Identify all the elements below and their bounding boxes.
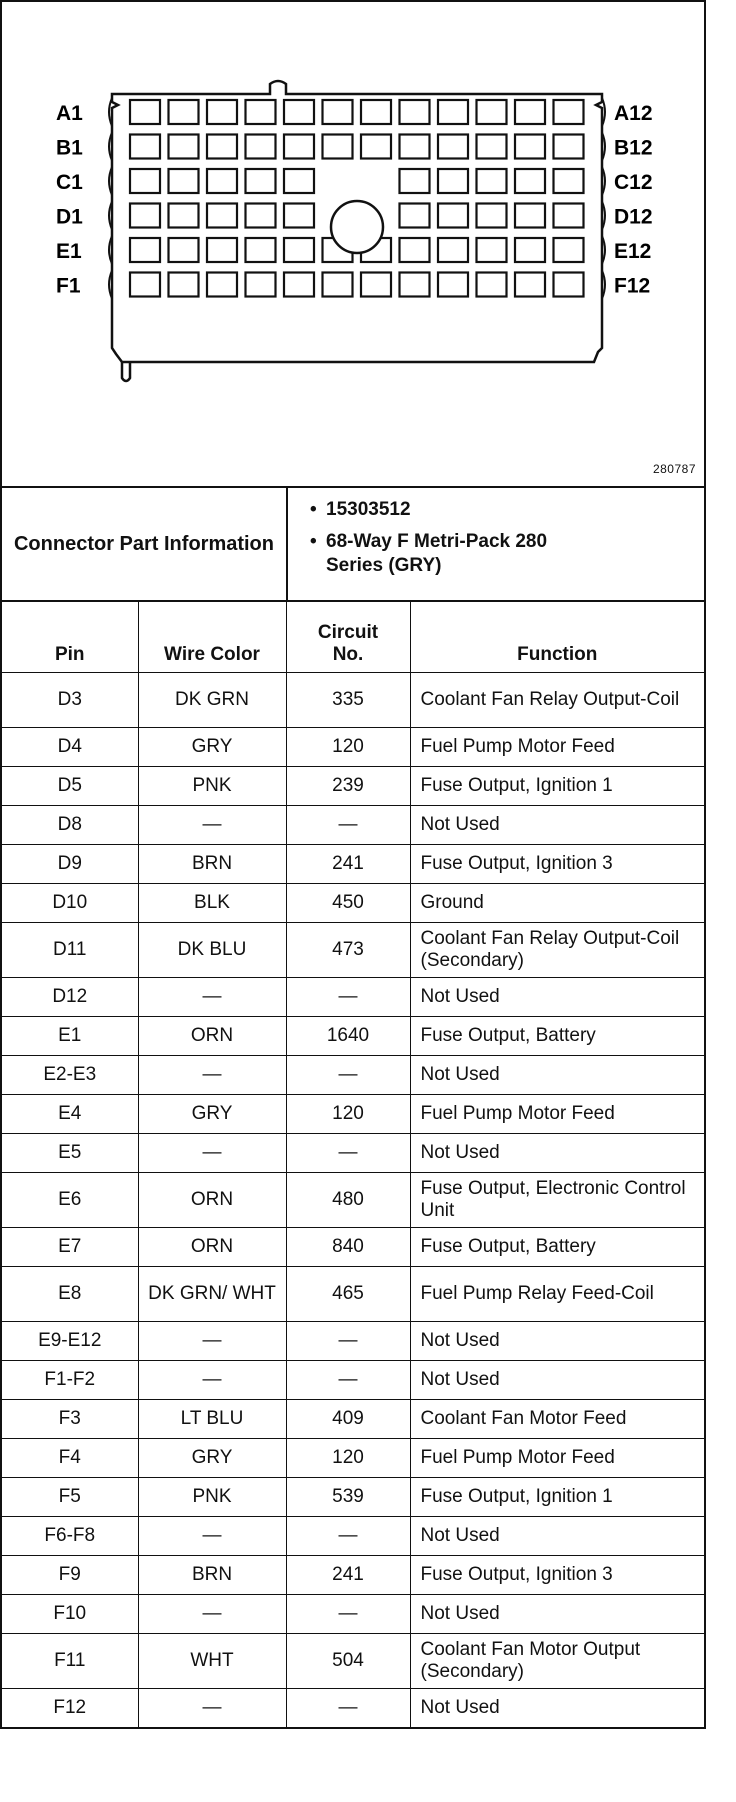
table-row	[2, 1595, 704, 1634]
pin-cell: E6	[2, 1173, 138, 1228]
circuit-cell: —	[286, 1595, 410, 1634]
pin-cell: D5	[2, 767, 138, 806]
function-cell: Fuel Pump Relay Feed-Coil	[410, 1267, 704, 1322]
wire-color-cell: —	[138, 1595, 286, 1634]
pin-cavity-e1	[130, 238, 160, 262]
pin-cavity-a1	[130, 100, 160, 124]
table-row	[2, 1134, 704, 1173]
table-row	[2, 923, 704, 978]
wire-color-cell: DK BLU	[138, 923, 286, 978]
pinout-table	[2, 602, 704, 1727]
function-cell: Not Used	[410, 1134, 704, 1173]
wire-color-cell: GRY	[138, 728, 286, 767]
wire-color-cell: —	[138, 1322, 286, 1361]
function-cell: Not Used	[410, 1322, 704, 1361]
row-label-left: D1	[56, 205, 83, 229]
function-cell: Fuse Output, Battery	[410, 1228, 704, 1267]
pin-cavity-a9	[438, 100, 468, 124]
wire-color-cell: WHT	[138, 1634, 286, 1689]
row-label-right: A12	[614, 102, 653, 125]
wire-color-cell: PNK	[138, 767, 286, 806]
part-number: • 15303512	[326, 498, 704, 522]
function-cell: Fuel Pump Motor Feed	[410, 1439, 704, 1478]
pin-cavity-d2	[169, 204, 199, 228]
wire-color-cell: —	[138, 978, 286, 1017]
pin-cell: D9	[2, 845, 138, 884]
function-cell: Not Used	[410, 1689, 704, 1728]
pin-cavity-c11	[515, 169, 545, 193]
table-row	[2, 1267, 704, 1322]
pin-cell: F12	[2, 1689, 138, 1728]
pin-cavity-f8	[400, 273, 430, 297]
pin-cavity-a6	[323, 100, 353, 124]
row-label-left: C1	[56, 171, 83, 194]
circuit-cell: —	[286, 1134, 410, 1173]
circuit-cell: 120	[286, 728, 410, 767]
pin-cell: D10	[2, 884, 138, 923]
wire-color-cell: —	[138, 1056, 286, 1095]
table-header-row	[2, 602, 704, 673]
row-label-left: A1	[56, 102, 83, 125]
wire-color-cell: GRY	[138, 1439, 286, 1478]
pin-cavity-b10	[477, 135, 507, 159]
row-label-right: D12	[614, 205, 653, 229]
pin-cavity-b3	[207, 135, 237, 159]
pin-cavity-e5	[284, 238, 314, 262]
pin-cavity-d9	[438, 204, 468, 228]
pin-cavity-f5	[284, 273, 314, 297]
function-cell: Coolant Fan Motor Feed	[410, 1400, 704, 1439]
left-row-labels	[56, 102, 83, 298]
table-row	[2, 767, 704, 806]
pin-cell: F3	[2, 1400, 138, 1439]
pin-cell: F1-F2	[2, 1361, 138, 1400]
wire-color-cell: —	[138, 1517, 286, 1556]
circuit-cell: 335	[286, 673, 410, 728]
pin-cavity-b9	[438, 135, 468, 159]
pin-cavity-a10	[477, 100, 507, 124]
row-label-left: F1	[56, 274, 81, 298]
pin-cavity-d3	[207, 204, 237, 228]
wire-color-cell: ORN	[138, 1228, 286, 1267]
function-cell: Fuse Output, Battery	[410, 1017, 704, 1056]
function-cell: Not Used	[410, 1595, 704, 1634]
pin-cavity-c10	[477, 169, 507, 193]
function-cell: Fuel Pump Motor Feed	[410, 728, 704, 767]
pin-cavity-c9	[438, 169, 468, 193]
row-label-right: F12	[614, 274, 651, 298]
pin-cell: D8	[2, 806, 138, 845]
table-row	[2, 884, 704, 923]
figure-id: 280787	[652, 462, 696, 476]
header-function: Function	[410, 602, 704, 673]
pin-cavity-f4	[246, 273, 276, 297]
pin-cavity-b2	[169, 135, 199, 159]
right-row-labels	[614, 102, 653, 298]
function-cell: Fuse Output, Ignition 1	[410, 1478, 704, 1517]
circuit-cell: 465	[286, 1267, 410, 1322]
function-cell: Fuel Pump Motor Feed	[410, 1095, 704, 1134]
table-row	[2, 845, 704, 884]
center-bolt-hole	[331, 201, 383, 253]
pin-cell: E5	[2, 1134, 138, 1173]
pin-cell: F10	[2, 1595, 138, 1634]
row-label-right: C12	[614, 171, 653, 194]
pin-cavity-e4	[246, 238, 276, 262]
pin-cell: F11	[2, 1634, 138, 1689]
circuit-cell: 504	[286, 1634, 410, 1689]
pin-cell: E2-E3	[2, 1056, 138, 1095]
row-brackets	[109, 98, 605, 299]
table-row	[2, 1689, 704, 1728]
table-row	[2, 673, 704, 728]
circuit-cell: 120	[286, 1439, 410, 1478]
table-row	[2, 1361, 704, 1400]
pin-cavity-c3	[207, 169, 237, 193]
function-cell: Not Used	[410, 1517, 704, 1556]
table-row	[2, 1173, 704, 1228]
pin-cavity-e11	[515, 238, 545, 262]
pin-cavity-d1	[130, 204, 160, 228]
circuit-cell: 539	[286, 1478, 410, 1517]
pin-cell: E8	[2, 1267, 138, 1322]
table-row	[2, 1634, 704, 1689]
pin-cavity-a8	[400, 100, 430, 124]
wire-color-cell: —	[138, 1361, 286, 1400]
table-row	[2, 728, 704, 767]
circuit-cell: 241	[286, 1556, 410, 1595]
table-row	[2, 806, 704, 845]
function-cell: Coolant Fan Relay Output-Coil (Secondary)	[410, 923, 704, 978]
pin-cavity-e8	[400, 238, 430, 262]
wire-color-cell: GRY	[138, 1095, 286, 1134]
table-row	[2, 1478, 704, 1517]
pin-cavity-a2	[169, 100, 199, 124]
header-wire-color: Wire Color	[138, 602, 286, 673]
circuit-cell: —	[286, 1361, 410, 1400]
circuit-cell: 473	[286, 923, 410, 978]
pin-cavity-e9	[438, 238, 468, 262]
function-cell: Fuse Output, Electronic Control Unit	[410, 1173, 704, 1228]
function-cell: Fuse Output, Ignition 1	[410, 767, 704, 806]
table-row	[2, 1017, 704, 1056]
wire-color-cell: DK GRN/ WHT	[138, 1267, 286, 1322]
circuit-cell: —	[286, 806, 410, 845]
header-circuit: Circuit No.	[286, 602, 410, 673]
pin-cavity-f2	[169, 273, 199, 297]
function-cell: Not Used	[410, 806, 704, 845]
pin-cavity-a7	[361, 100, 391, 124]
row-label-right: E12	[614, 240, 652, 263]
circuit-cell: 840	[286, 1228, 410, 1267]
pin-cavity-b11	[515, 135, 545, 159]
pin-cell: E1	[2, 1017, 138, 1056]
row-label-right: B12	[614, 136, 653, 160]
pin-cavity-e2	[169, 238, 199, 262]
row-label-left: B1	[56, 136, 83, 160]
pin-cavity-b5	[284, 135, 314, 159]
connector-info-label: Connector Part Information	[2, 488, 288, 600]
pin-cavity-a3	[207, 100, 237, 124]
pin-cavity-c1	[130, 169, 160, 193]
pin-cavity-a4	[246, 100, 276, 124]
pin-cell: F5	[2, 1478, 138, 1517]
circuit-cell: 480	[286, 1173, 410, 1228]
pin-cavity-c2	[169, 169, 199, 193]
circuit-cell: —	[286, 1056, 410, 1095]
connector-info	[2, 488, 704, 602]
function-cell: Fuse Output, Ignition 3	[410, 845, 704, 884]
pin-cavity-d8	[400, 204, 430, 228]
table-row	[2, 1439, 704, 1478]
pin-cell: E4	[2, 1095, 138, 1134]
pin-cell: E7	[2, 1228, 138, 1267]
wire-color-cell: LT BLU	[138, 1400, 286, 1439]
pin-cavity-d10	[477, 204, 507, 228]
pin-cavity-b12	[554, 135, 584, 159]
function-cell: Not Used	[410, 1361, 704, 1400]
pin-cavity-f3	[207, 273, 237, 297]
table-row	[2, 1056, 704, 1095]
pinout-rows	[2, 673, 704, 1728]
pin-cell: F9	[2, 1556, 138, 1595]
function-cell: Not Used	[410, 978, 704, 1017]
pin-cell: D4	[2, 728, 138, 767]
pin-cell: D12	[2, 978, 138, 1017]
pin-cell: F6-F8	[2, 1517, 138, 1556]
pin-cavity-e10	[477, 238, 507, 262]
table-row	[2, 978, 704, 1017]
circuit-cell: 1640	[286, 1017, 410, 1056]
connector-info-list	[288, 488, 704, 600]
pin-cavity-d11	[515, 204, 545, 228]
pin-cavity-b7	[361, 135, 391, 159]
row-label-left: E1	[56, 240, 82, 263]
wire-color-cell: BRN	[138, 845, 286, 884]
table-row	[2, 1228, 704, 1267]
function-cell: Not Used	[410, 1056, 704, 1095]
wire-color-cell: —	[138, 1134, 286, 1173]
pin-cavity-c4	[246, 169, 276, 193]
function-cell: Fuse Output, Ignition 3	[410, 1556, 704, 1595]
pin-cavity-d4	[246, 204, 276, 228]
pin-cavity-d5	[284, 204, 314, 228]
wire-color-cell: ORN	[138, 1173, 286, 1228]
pin-cavity-f6	[323, 273, 353, 297]
connector-type: • 68-Way F Metri-Pack 280 Series (GRY)	[326, 530, 576, 578]
pin-cavity-b8	[400, 135, 430, 159]
connector-diagram	[2, 2, 704, 488]
circuit-cell: —	[286, 1322, 410, 1361]
circuit-cell: 239	[286, 767, 410, 806]
pin-cavity-f12	[554, 273, 584, 297]
function-cell: Ground	[410, 884, 704, 923]
header-pin: Pin	[2, 602, 138, 673]
wire-color-cell: ORN	[138, 1017, 286, 1056]
circuit-cell: —	[286, 978, 410, 1017]
pin-cell: D3	[2, 673, 138, 728]
pin-cell: F4	[2, 1439, 138, 1478]
table-row	[2, 1322, 704, 1361]
circuit-cell: —	[286, 1689, 410, 1728]
wire-color-cell: BLK	[138, 884, 286, 923]
pin-cavity-c12	[554, 169, 584, 193]
wire-color-cell: —	[138, 806, 286, 845]
pin-cavity-c5	[284, 169, 314, 193]
pin-cavity-f9	[438, 273, 468, 297]
circuit-cell: 241	[286, 845, 410, 884]
pin-cavity-a5	[284, 100, 314, 124]
pin-cavity-f1	[130, 273, 160, 297]
function-cell: Coolant Fan Motor Output (Secondary)	[410, 1634, 704, 1689]
circuit-cell: 120	[286, 1095, 410, 1134]
pin-cavity-f11	[515, 273, 545, 297]
table-row	[2, 1556, 704, 1595]
wire-color-cell: PNK	[138, 1478, 286, 1517]
pin-cavity-a12	[554, 100, 584, 124]
housing-tab	[122, 362, 130, 381]
wire-color-cell: DK GRN	[138, 673, 286, 728]
pin-cell: E9-E12	[2, 1322, 138, 1361]
circuit-cell: 450	[286, 884, 410, 923]
pin-cavity-a11	[515, 100, 545, 124]
pin-cavity-b4	[246, 135, 276, 159]
connector-face-drawing	[2, 2, 704, 486]
pin-cavity-b6	[323, 135, 353, 159]
table-row	[2, 1095, 704, 1134]
pin-cavity-f10	[477, 273, 507, 297]
wire-color-cell: BRN	[138, 1556, 286, 1595]
pin-cavity-d12	[554, 204, 584, 228]
circuit-cell: —	[286, 1517, 410, 1556]
pin-cavities	[130, 100, 584, 297]
table-row	[2, 1400, 704, 1439]
pin-cavity-e3	[207, 238, 237, 262]
function-cell: Coolant Fan Relay Output-Coil	[410, 673, 704, 728]
circuit-cell: 409	[286, 1400, 410, 1439]
pin-cavity-f7	[361, 273, 391, 297]
pin-cavity-b1	[130, 135, 160, 159]
table-row	[2, 1517, 704, 1556]
wire-color-cell: —	[138, 1689, 286, 1728]
pin-cell: D11	[2, 923, 138, 978]
pin-cavity-e12	[554, 238, 584, 262]
pin-cavity-c8	[400, 169, 430, 193]
